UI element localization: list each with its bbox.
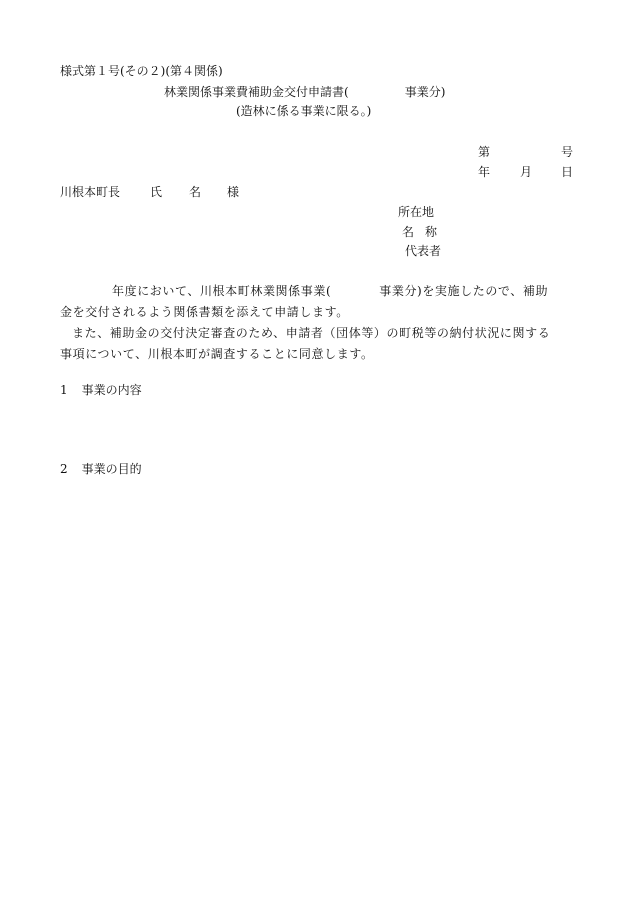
applicant-address-label: 所在地 <box>398 205 435 219</box>
title-main-close: 事業分) <box>404 85 446 99</box>
title-main: 林業関係事業費補助金交付申請書( <box>164 85 349 99</box>
body-text <box>60 281 580 365</box>
section-heading-1 <box>60 382 142 398</box>
date-day-label: 日 <box>561 165 574 179</box>
section-label: 事業の内容 <box>81 383 142 397</box>
doc-number-prefix: 第 <box>478 145 491 159</box>
addressee-mei: 名 <box>189 185 202 199</box>
section-number: 1 <box>60 383 68 397</box>
section-label: 事業の目的 <box>81 462 142 476</box>
document-title <box>164 84 445 100</box>
applicant-name-label-1: 名 <box>402 225 415 239</box>
body-paragraph-1-line-2: 金を交付されるよう関係書類を添えて申請します。 <box>60 305 349 319</box>
body-paragraph-1 <box>60 281 580 302</box>
addressee-office: 川根本町長 <box>60 185 121 199</box>
document-subtitle: (造林に係る事業に限る。) <box>236 104 372 118</box>
form-number: 様式第１号(その２)(第４関係) <box>60 64 223 78</box>
addressee-honorific: 様 <box>227 185 240 199</box>
date-month-label: 月 <box>520 165 533 179</box>
body-paragraph-2 <box>60 323 580 344</box>
body-paragraph-2-line-2: 事項について、川根本町が調査することに同意します。 <box>60 347 374 361</box>
applicant-name-label-2: 称 <box>425 225 438 239</box>
addressee-shi: 氏 <box>150 185 163 199</box>
applicant-representative-label: 代表者 <box>405 244 442 258</box>
body-para2-line1: また、補助金の交付決定審査のため、申請者（団体等）の町税等の納付状況に関する <box>72 326 551 340</box>
section-number: 2 <box>60 462 68 476</box>
body-para1-part2: 事業分)を実施したので、補助 <box>379 284 549 298</box>
section-heading-2 <box>60 461 142 477</box>
date-year-label: 年 <box>478 165 491 179</box>
body-para1-part1: 年度において、川根本町林業関係事業( <box>112 284 332 298</box>
doc-number-suffix: 号 <box>561 145 574 159</box>
